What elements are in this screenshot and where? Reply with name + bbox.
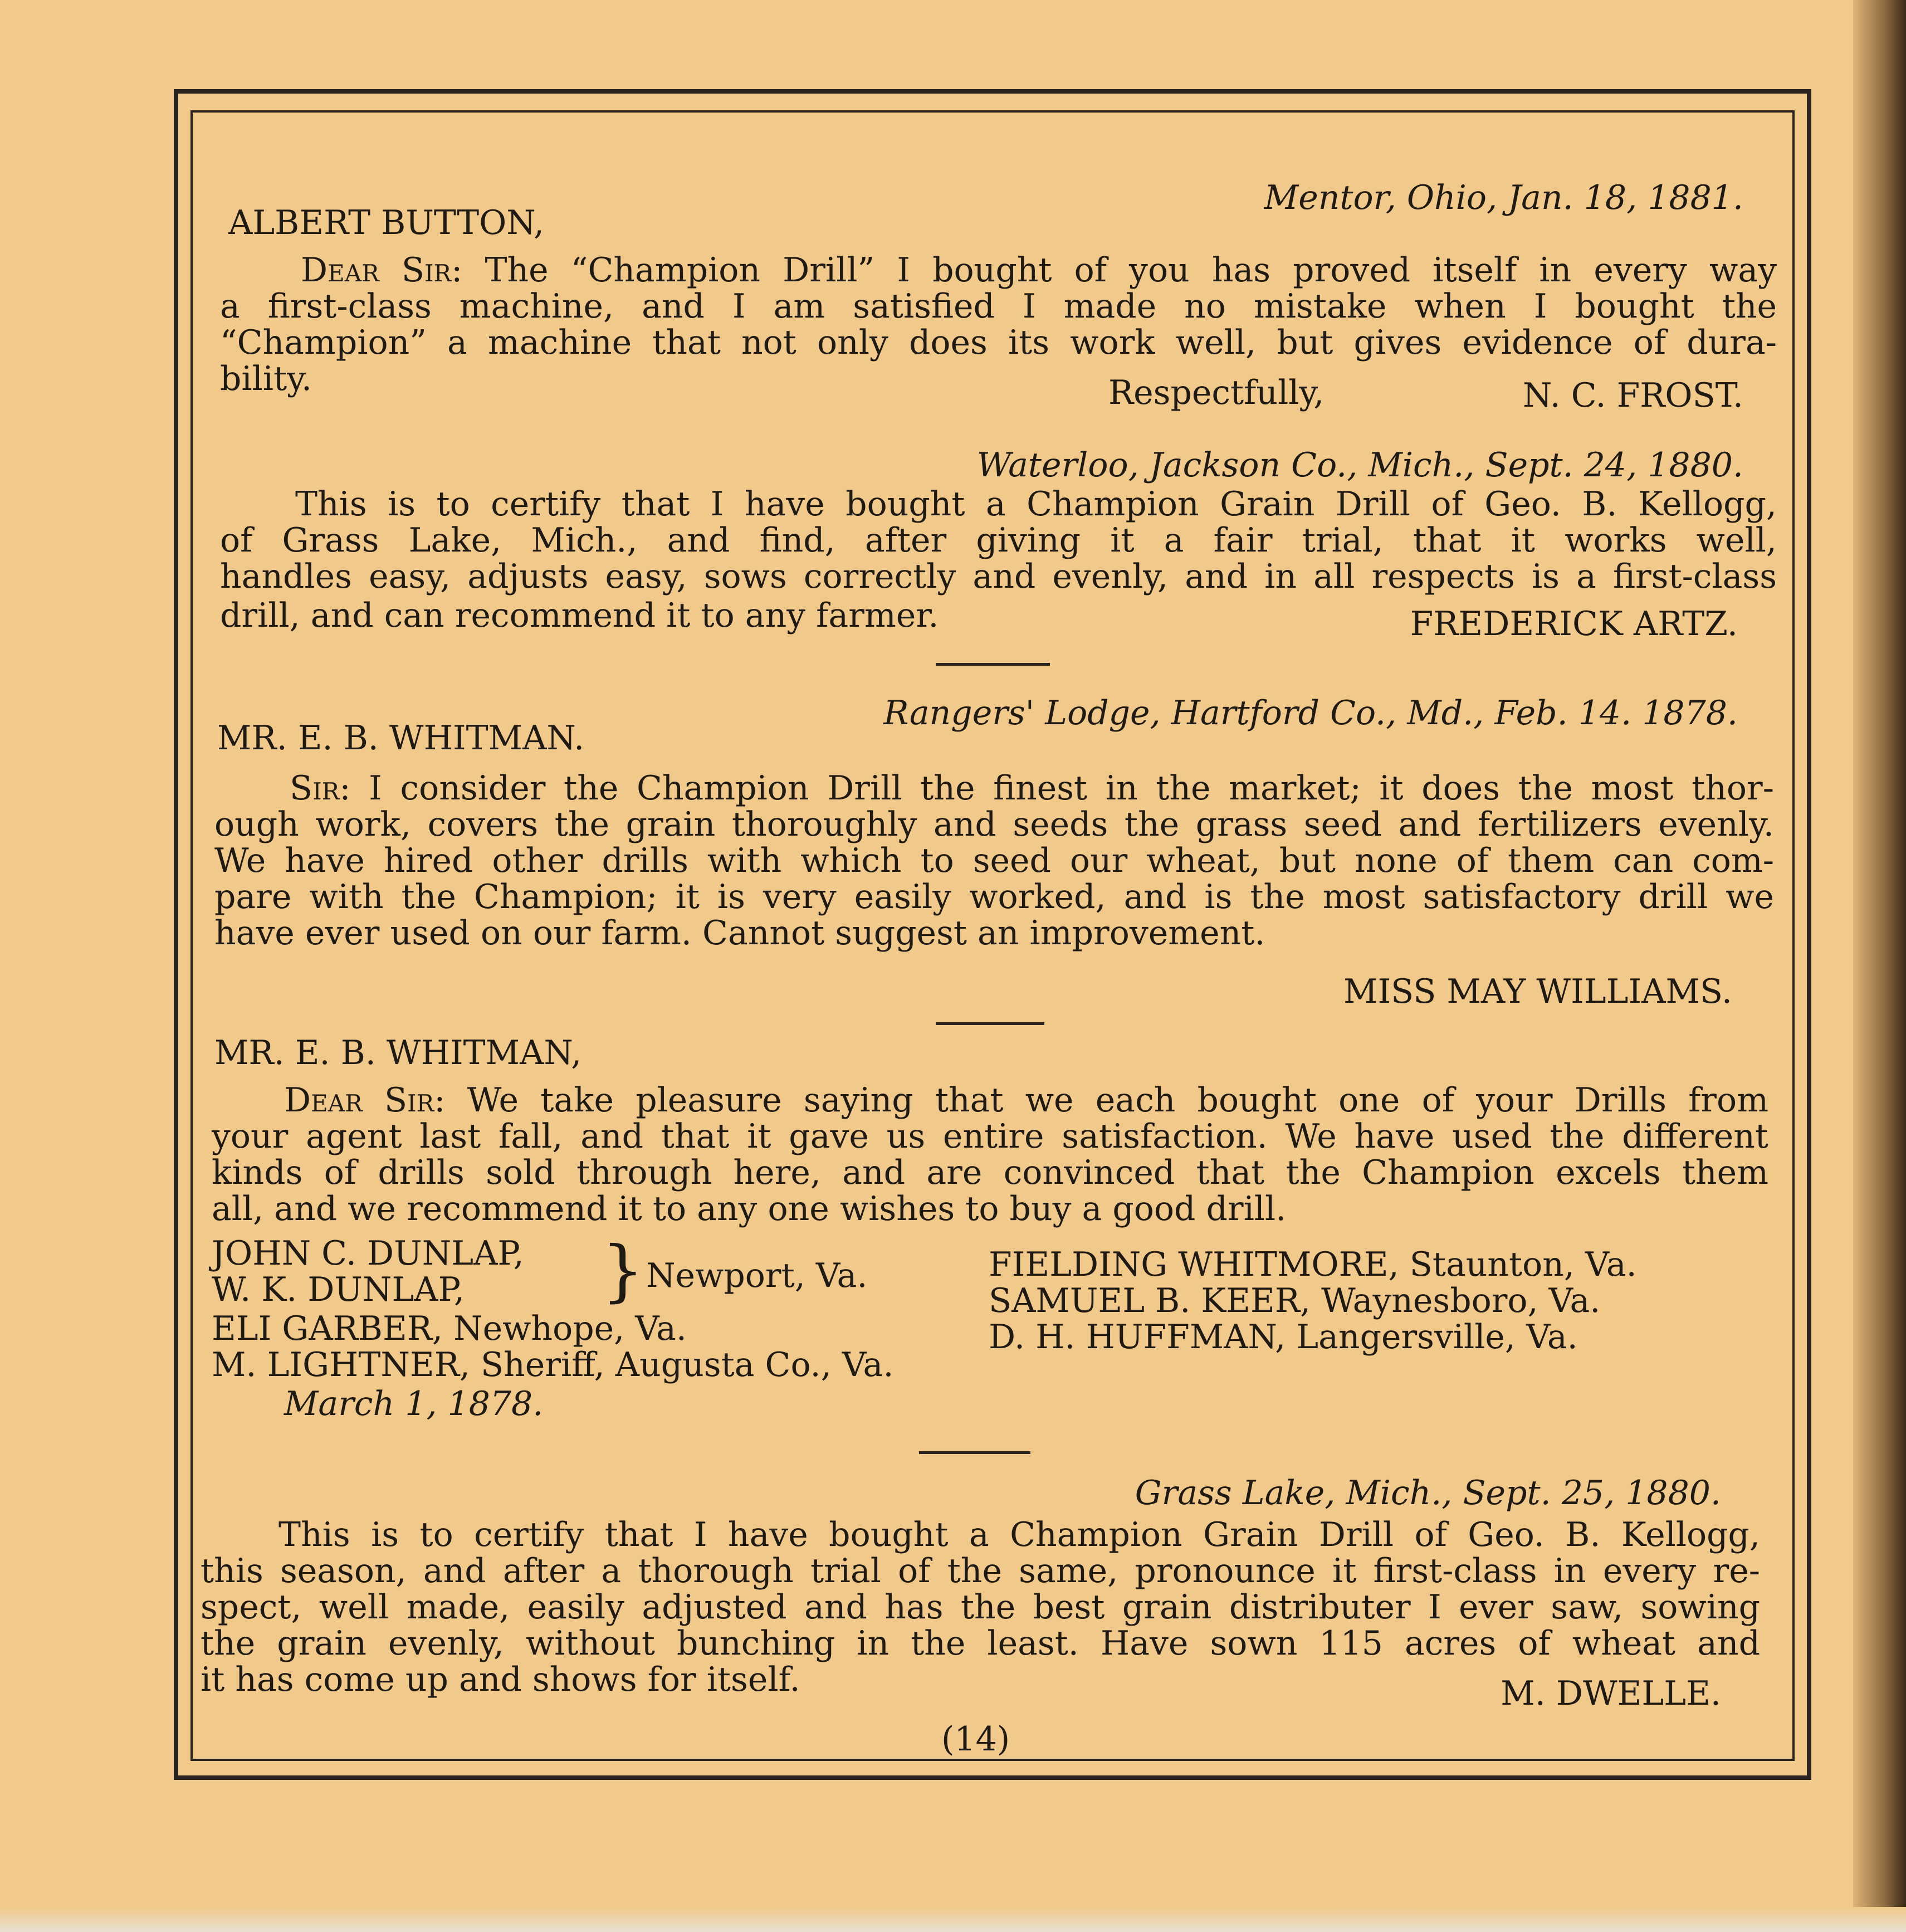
letter5-signature: M. DWELLE. <box>1501 1674 1721 1713</box>
letter4-brace-place: Newport, Va. <box>646 1256 868 1295</box>
letter4-date: March 1, 1878. <box>284 1384 544 1423</box>
letter5-dateline: Grass Lake, Mich., Sept. 25, 1880. <box>1135 1474 1721 1513</box>
signer-brace: } <box>602 1232 644 1310</box>
letter2-body-line-3: handles easy, adjusts easy, sows correctly and evenly, and in all respects is a first-class <box>220 557 1777 596</box>
letter4-body-line-2: your agent last fall, and that it gave us entire satisfaction. We have used the different <box>212 1117 1768 1156</box>
letter1-dateline: Mentor, Ohio, Jan. 18, 1881. <box>1264 178 1743 217</box>
letter4-salutation: Dear Sir <box>284 1081 434 1120</box>
letter5-body-line-1: This is to certify that I have bought a Champion Grain Drill of Geo. B. Kellogg, <box>278 1515 1760 1554</box>
separator-rule-3 <box>919 1451 1030 1454</box>
letter2-body-line-4: drill, and can recommend it to any farmer. <box>220 596 939 635</box>
letter3-addressee: MR. E. B. WHITMAN. <box>217 719 585 758</box>
letter5-body-line-4: the grain evenly, without bunching in the least. Have sown 115 acres of wheat and <box>201 1624 1760 1663</box>
letter3-salutation: Sir <box>290 769 340 808</box>
letter5-body-line-3: spect, well made, easily adjusted and has the best grain distributer I ever saw, sowing <box>201 1588 1760 1627</box>
page-bottom-edge <box>0 1907 1906 1932</box>
letter5-body-line-5: it has come up and shows for itself. <box>201 1660 800 1699</box>
letter2-dateline: Waterloo, Jackson Co., Mich., Sept. 24, 1880. <box>976 446 1743 485</box>
letter1-salutation: Dear Sir <box>301 251 452 290</box>
letter4-signer-left-4: M. LIGHTNER, Sheriff, Augusta Co., Va. <box>212 1345 894 1384</box>
page-number: (14) <box>941 1720 1010 1759</box>
letter3-body-line-1: Sir: I consider the Champion Drill the finest in the market; it does the most thor- <box>290 769 1774 808</box>
letter4-signer-right-3: D. H. HUFFMAN, Langersville, Va. <box>989 1318 1578 1357</box>
letter4-signer-right-1: FIELDING WHITMORE, Staunton, Va. <box>989 1245 1637 1284</box>
letter4-signer-left-2: W. K. DUNLAP, <box>212 1270 465 1309</box>
letter1-body-line-1: Dear Sir: The “Champion Drill” I bought of you has proved itself in every way <box>301 251 1777 290</box>
letter2-body-line-1: This is to certify that I have bought a Champion Grain Drill of Geo. B. Kellogg, <box>295 485 1777 524</box>
letter3-body-line-3: We have hired other drills with which to seed our wheat, but none of them can com- <box>214 841 1774 880</box>
letter3-body-line-2: ough work, covers the grain thoroughly and seeds the grass seed and fertilizers evenly. <box>214 805 1774 844</box>
separator-rule-1 <box>936 663 1050 666</box>
letter1-addressee: ALBERT BUTTON, <box>228 203 545 242</box>
letter3-signature: MISS MAY WILLIAMS. <box>1343 972 1732 1011</box>
letter1-body-line-2: a first-class machine, and I am satisfied I made no mistake when I bought the <box>220 287 1777 326</box>
letter1-closing: Respectfully, <box>1108 373 1325 412</box>
letter4-addressee: MR. E. B. WHITMAN, <box>214 1033 582 1072</box>
letter3-body-line-5: have ever used on our farm. Cannot suggest an improvement. <box>214 914 1265 953</box>
letter2-body-line-2: of Grass Lake, Mich., and find, after giving it a fair trial, that it works well, <box>220 521 1777 560</box>
letter1-signature: N. C. FROST. <box>1522 376 1743 415</box>
page-edge-shadow <box>1853 0 1906 1932</box>
letter4-body-line-3: kinds of drills sold through here, and are convinced that the Champion excels them <box>212 1153 1768 1192</box>
letter4-signer-left-3: ELI GARBER, Newhope, Va. <box>212 1309 687 1348</box>
letter3-dateline: Rangers' Lodge, Hartford Co., Md., Feb. 14. 1878. <box>883 694 1738 733</box>
letter2-signature: FREDERICK ARTZ. <box>1410 604 1738 643</box>
letter1-body-line-4: bility. <box>220 359 312 398</box>
letter4-signer-right-2: SAMUEL B. KEER, Waynesboro, Va. <box>989 1281 1601 1320</box>
letter1-body-line-3: “Champion” a machine that not only does its work well, but gives evidence of dura- <box>220 323 1777 362</box>
letter3-body-line-4: pare with the Champion; it is very easily worked, and is the most satisfactory drill we <box>214 877 1774 916</box>
letter4-body-line-4: all, and we recommend it to any one wishes to buy a good drill. <box>212 1189 1287 1228</box>
separator-rule-2 <box>936 1022 1044 1025</box>
letter4-body-line-1: Dear Sir: We take pleasure saying that we each bought one of your Drills from <box>284 1081 1769 1120</box>
letter5-body-line-2: this season, and after a thorough trial of the same, pronounce it first-class in every re- <box>201 1552 1760 1591</box>
letter4-signer-left-1: JOHN C. DUNLAP, <box>212 1234 524 1273</box>
